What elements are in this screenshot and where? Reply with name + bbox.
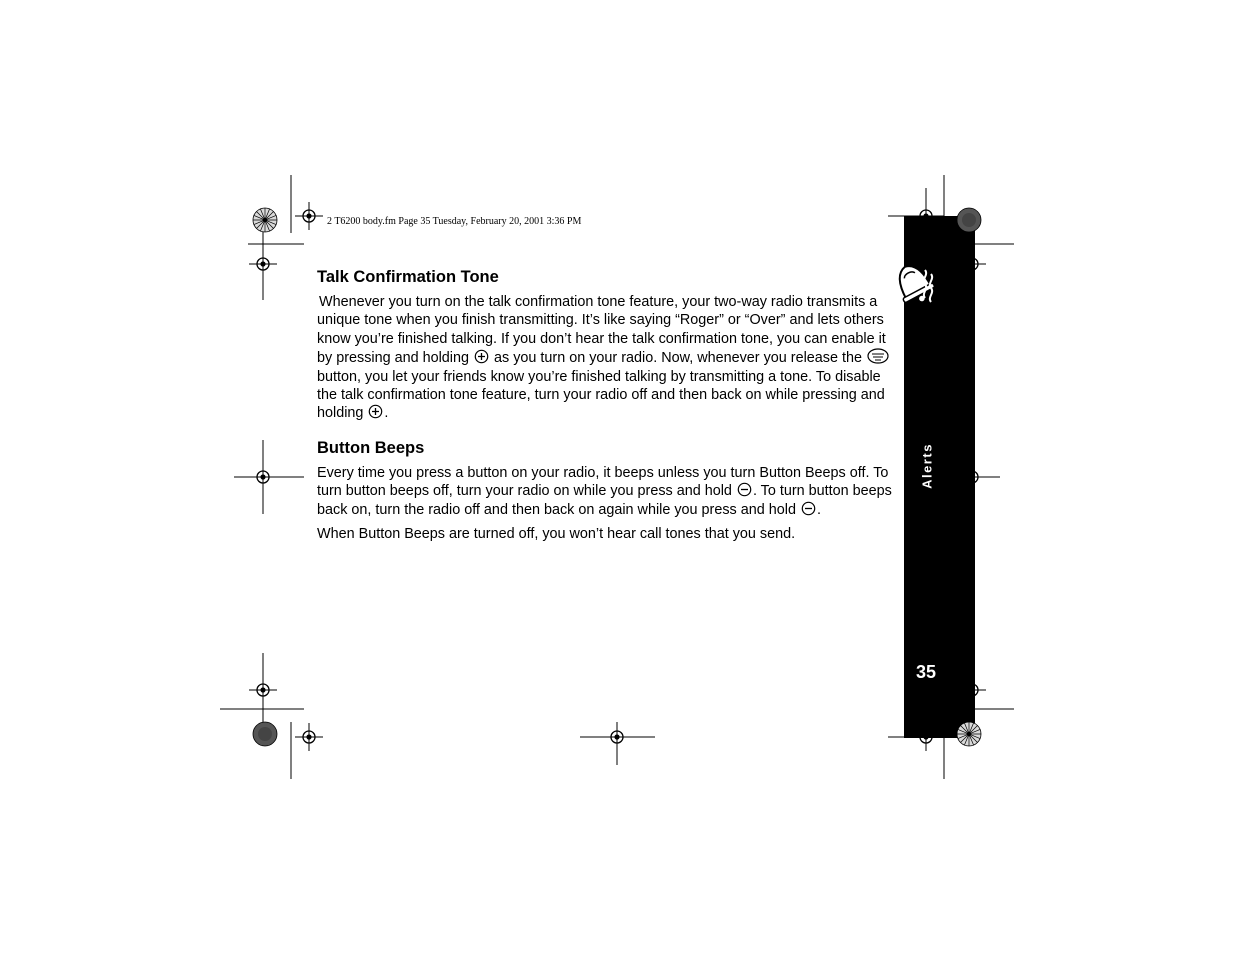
print-header: 2 T6200 body.fm Page 35 Tuesday, February 20, 2001 3:36 PM bbox=[327, 216, 582, 227]
text-run: . bbox=[816, 501, 821, 518]
page-number: 35 bbox=[916, 662, 937, 682]
text-run: button, you let your friends know you’re finished talking by transmitting a tone. To disable the talk confirmation tone feature, turn your radio off and then back on while pressing and holding bbox=[317, 368, 885, 422]
text-run: as you turn on your radio. Now, whenever you release the bbox=[490, 350, 866, 367]
section-heading-button-beeps: Button Beeps bbox=[317, 438, 425, 457]
text-run: When Button Beeps are turned off, you won’t hear call tones that you send. bbox=[317, 526, 796, 543]
text-run: . To turn button beeps back on, turn the radio off and then back on again while you press and hold bbox=[317, 483, 892, 518]
chapter-tab-label: Alerts bbox=[919, 443, 935, 489]
text-run: . bbox=[384, 405, 389, 422]
text-run: Every time you press a button on your radio, it beeps unless you turn Button Beeps off. To turn button beeps off, turn your radio on while you press and hold bbox=[317, 464, 889, 500]
section-heading-talk-confirmation-tone: Talk Confirmation Tone bbox=[317, 268, 499, 286]
text-run: Whenever you turn on the talk confirmation tone feature, your two-way radio transmits a unique tone when you finish transmitting. It’s like saying “Roger” or “Over” and lets others know you’re finished talking. If you don’t hear the talk confirmation tone, you can enable it by pressing and holding bbox=[317, 294, 886, 367]
